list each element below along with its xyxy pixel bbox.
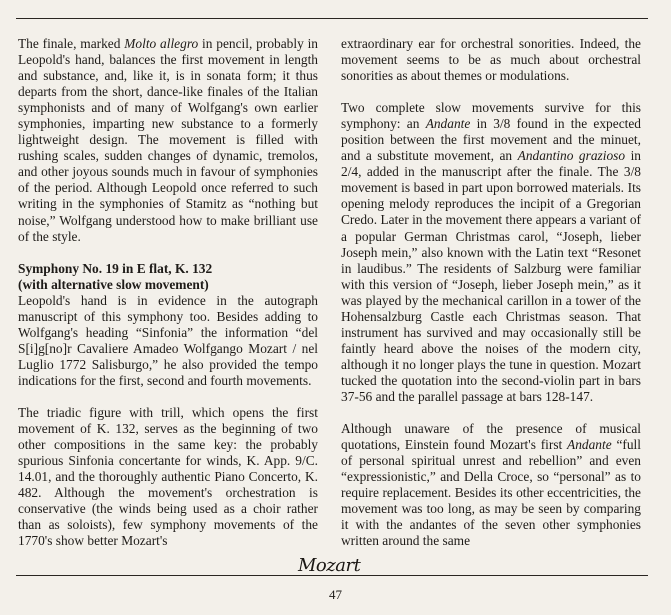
continuation-paragraph: extraordinary ear for orchestral sonorities. Indeed, the movement seems to be as much about orchestral sonorities as about themes or modulations.	[341, 36, 641, 84]
tempo-marking: Molto allegro	[124, 36, 199, 51]
text-run: The finale, marked	[18, 36, 125, 51]
bottom-rule	[16, 575, 648, 576]
slow-movements-paragraph	[341, 100, 641, 405]
page-number: 47	[329, 587, 342, 602]
section-heading	[18, 261, 318, 293]
heading-subtitle: (with alternative slow movement)	[18, 276, 209, 292]
text-run: “full of personal spiritual unrest and rebellion” and even “expressionistic,” and Della Croce, so “personal” as to require replacement. Besides its other eccentricities, the movement was too long, as may be seen by comparing it with the andantes of the seven other symphonies written around the same	[341, 437, 641, 549]
tempo-marking: Andantino grazioso	[517, 148, 626, 164]
text-run: in 3/8 found in the expected position between the first movement and the minuet, and a substitute movement, an	[341, 116, 641, 164]
right-column	[341, 36, 641, 549]
mozart-logo: Mozart	[298, 555, 361, 576]
text-run: Two complete slow movements survive for this symphony: an	[341, 100, 641, 132]
triadic-paragraph: The triadic figure with trill, which opens the first movement of K. 132, serves as the beginning of two other compositions in the same key: the probably spurious Sinfonia concertante for winds, K. App. 9/C. 14.01, and the thoroughly authentic Piano Concerto, K. 482. Although the movement's orchestration is conservative (the winds being used as a choir rather than as soloists), few symphony movements of the 1770's show better Mozart's	[18, 404, 318, 549]
top-rule	[16, 18, 648, 19]
tempo-marking: Andante	[567, 437, 612, 453]
finale-paragraph	[18, 36, 318, 245]
text-run: in pencil, probably in Leopold's hand, balances the first movement in length and substance, and, like it, is in sonata form; it thus departs from the short, dance-like finales of the Italian symphonists and of many of Wolfgang's own earlier symphonies, imparting new substance to a formerly lightweight design. The movement is filled with rushing scales, sudden changes of dynamic, tremolos, and other joyous sounds much in favour of symphonies of the period. Although Leopold once referred to such writing in the symphonies of Stamitz as “nothing but noise,” Wolfgang understood how to make brilliant use of the style.	[18, 36, 318, 244]
text-run: in 2/4, added in the manuscript after the finale. The 3/8 movement is based in part upon borrowed materials. Its opening melody reproduces the incipit of a Gregorian Credo. Later in the movement there appears a variant of a popular German Christmas carol, “Joseph, lieber Joseph mein,” also known with the Latin text “Resonet in laudibus.” The residents of Salzburg were familiar with this version of “Joseph, lieber Joseph mein,” as it was played by the mechanical carillon in a tower of the Hohensalzburg Castle each Christmas season. That instrument has survived and may occasionally still be faintly heard above the noises of the modern city, although it no longer plays the tune in question. Mozart tucked the quotation into the second-violin part in bars 37-56 and the parallel passage at bars 128-147.	[341, 148, 641, 404]
tempo-marking: Andante	[425, 116, 471, 132]
autograph-paragraph: Leopold's hand is in evidence in the autograph manuscript of this symphony too. Besides adding to Wolfgang's heading “Sinfonia” the information “del S[i]g[no]r Cavaliere Amadeo Wolfgango Mozart / nel Luglio 1772 Salisburgo,” he also provided the tempo indications for the first, second and fourth movements.	[18, 292, 318, 388]
heading-title: Symphony No. 19 in E flat, K. 132	[18, 260, 213, 276]
left-column	[18, 36, 318, 549]
text-run: Although unaware of the presence of musical quotations, Einstein found Mozart's first	[341, 421, 641, 453]
einstein-paragraph	[341, 421, 641, 549]
